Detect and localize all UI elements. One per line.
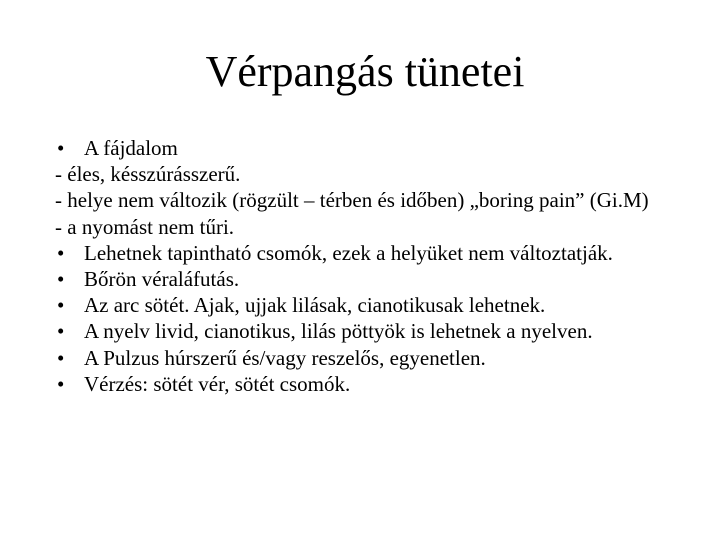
bullet-item (56, 240, 688, 266)
bullet-marker: • (57, 266, 65, 291)
slide-title: Vérpangás tünetei (205, 47, 525, 96)
bullet-item (56, 345, 688, 371)
bullet-marker: • (57, 136, 65, 160)
bullet-text: Lehetnek tapintható csomók, ezek a helyüket nem változtatják. (84, 240, 613, 265)
bullet-item (56, 292, 688, 318)
dash-item: - helye nem változik (rögzült – térben és időben) „boring pain” (Gi.M) (55, 188, 649, 213)
bullet-text: Vérzés: sötét vér, sötét csomók. (84, 371, 351, 396)
bullet-marker: • (57, 240, 65, 265)
bullet-item (56, 318, 688, 344)
bullet-text: A nyelv livid, cianotikus, lilás pöttyök is lehetnek a nyelven. (84, 319, 593, 344)
bullet-item (56, 135, 688, 161)
bullet-text: Az arc sötét. Ajak, ujjak lilásak, cianotikusak lehetnek. (84, 293, 546, 318)
bullet-item (56, 266, 688, 292)
bullet-item (56, 371, 688, 397)
dash-item: - éles, késszúrásszerű. (55, 162, 241, 187)
bullet-text: A Pulzus húrszerű és/vagy reszelős, egyenetlen. (84, 345, 486, 370)
bullet-marker: • (57, 319, 65, 344)
bullet-text: A fájdalom (84, 136, 178, 160)
bullet-marker: • (57, 293, 65, 318)
slide-body (56, 135, 688, 397)
dash-item: - a nyomást nem tűri. (55, 214, 235, 239)
bullet-text: Bőrön véraláfutás. (84, 266, 240, 291)
bullet-marker: • (57, 371, 65, 396)
bullet-marker: • (57, 345, 65, 370)
